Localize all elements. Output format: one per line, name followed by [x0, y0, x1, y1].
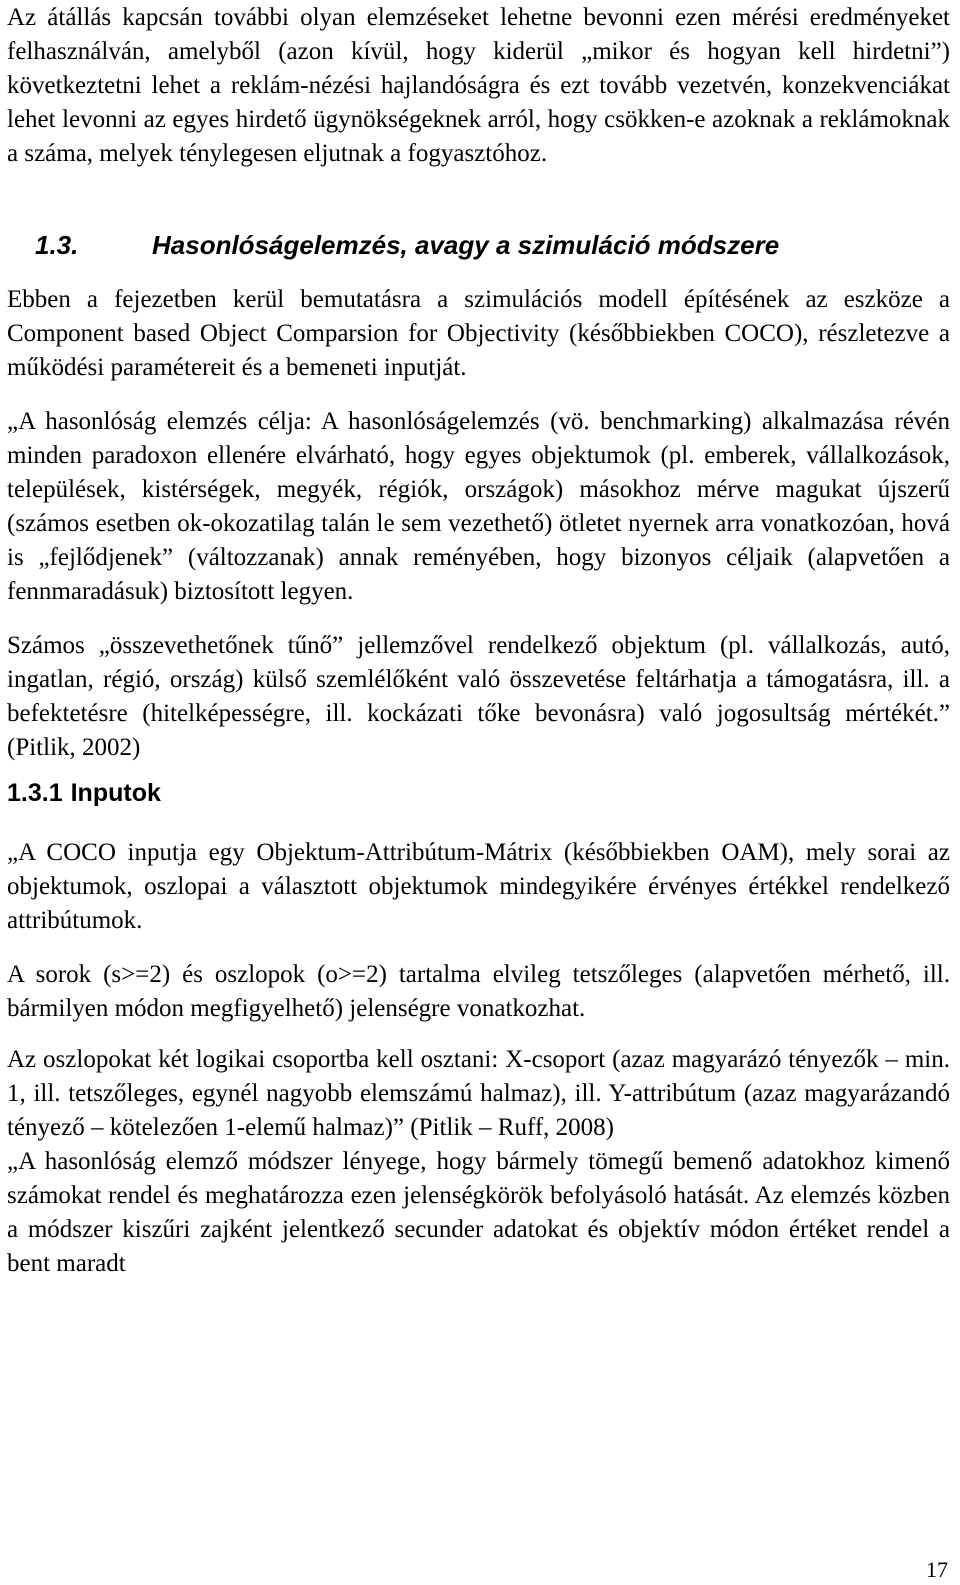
- subsection-number: 1.3.1: [7, 779, 63, 807]
- section-title: Hasonlóságelemzés, avagy a szimuláció módszere: [152, 230, 780, 260]
- page-number: 17: [926, 1557, 948, 1582]
- subsection-title: Inputok: [70, 779, 161, 807]
- section-heading: [35, 228, 950, 262]
- paragraph-comparison: Számos „összevethetőnek tűnő” jellemzővel rendelkező objektum (pl. vállalkozás, autó, ingatlan, régió, ország) külső szemlélőként való összevetése feltárhatja a támogatásra, ill. a befektetésre (hitelképességre, ill. kockázati tőke bevonásra) való jogosultság mértékét.” (Pitlik, 2002): [7, 632, 950, 761]
- paragraph-similarity-goal: „A hasonlóság elemzés célja: A hasonlóságelemzés (vö. benchmarking) alkalmazása révén minden paradoxon ellenére elvárható, hogy egyes objektumok (pl. emberek, vállalkozások, települések, kistérségek, megyék, régiók, országok) másokhoz mérve magukat újszerű (számos esetben ok-okozatilag talán le sem vezethető) ötletet nyernek arra vonatkozóan, hová is „fejlődjenek” (változzanak) annak reményében, hogy bizonyos céljaik (alapvetően a fennmaradásuk) biztosított legyen.: [7, 408, 950, 605]
- paragraph-column-groups: Az oszlopokat két logikai csoportba kell osztani: X-csoport (azaz magyarázó tényezők – min. 1, ill. tetszőleges, egynél nagyobb elemszámú halmaz), ill. Y-attribútum (azaz magyarázandó tényező – kötelezően 1-elemű halmaz)” (Pitlik – Ruff, 2008): [7, 1046, 950, 1141]
- paragraph-chapter-intro: Ebben a fejezetben kerül bemutatásra a szimulációs modell építésének az eszköze a Component based Object Comparsion for Objectivity (későbbiekben COCO), részletezve a működési paramétereit és a bemeneti inputját.: [7, 286, 950, 381]
- paragraph-intro: Az átállás kapcsán további olyan elemzéseket lehetne bevonni ezen mérési eredményeket felhasználván, amelyből (azon kívül, hogy kiderül „mikor és hogyan kell hirdetni”) következtetni lehet a reklám-nézési hajlandóságra és ezt tovább vezetvén, konzekvenciákat lehet levonni az egyes hirdető ügynökségeknek arról, hogy csökken-e azoknak a reklámoknak a száma, melyek ténylegesen eljutnak a fogyasztóhoz.: [7, 4, 950, 167]
- paragraph-rows-columns: A sorok (s>=2) és oszlopok (o>=2) tartalma elvileg tetszőleges (alapvetően mérhető, ill. bármilyen módon megfigyelhető) jelenségre vonatkozhat.: [7, 961, 950, 1022]
- paragraph-method-essence: „A hasonlóság elemző módszer lényege, hogy bármely tömegű bemenő adatokhoz kimenő számokat rendel és meghatározza ezen jelenségkörök befolyásoló hatását. Az elemzés közben a módszer kiszűri zajként jelentkező secunder adatokat és objektív módon értéket rendel a bent maradt: [7, 1148, 950, 1277]
- paragraph-coco-input: „A COCO inputja egy Objektum-Attribútum-Mátrix (későbbiekben OAM), mely sorai az objektumok, oszlopai a választott objektumok mindegyikére érvényes értékkel rendelkező attribútumok.: [7, 839, 950, 934]
- subsection-heading: [7, 776, 950, 810]
- section-number: 1.3.: [35, 230, 79, 260]
